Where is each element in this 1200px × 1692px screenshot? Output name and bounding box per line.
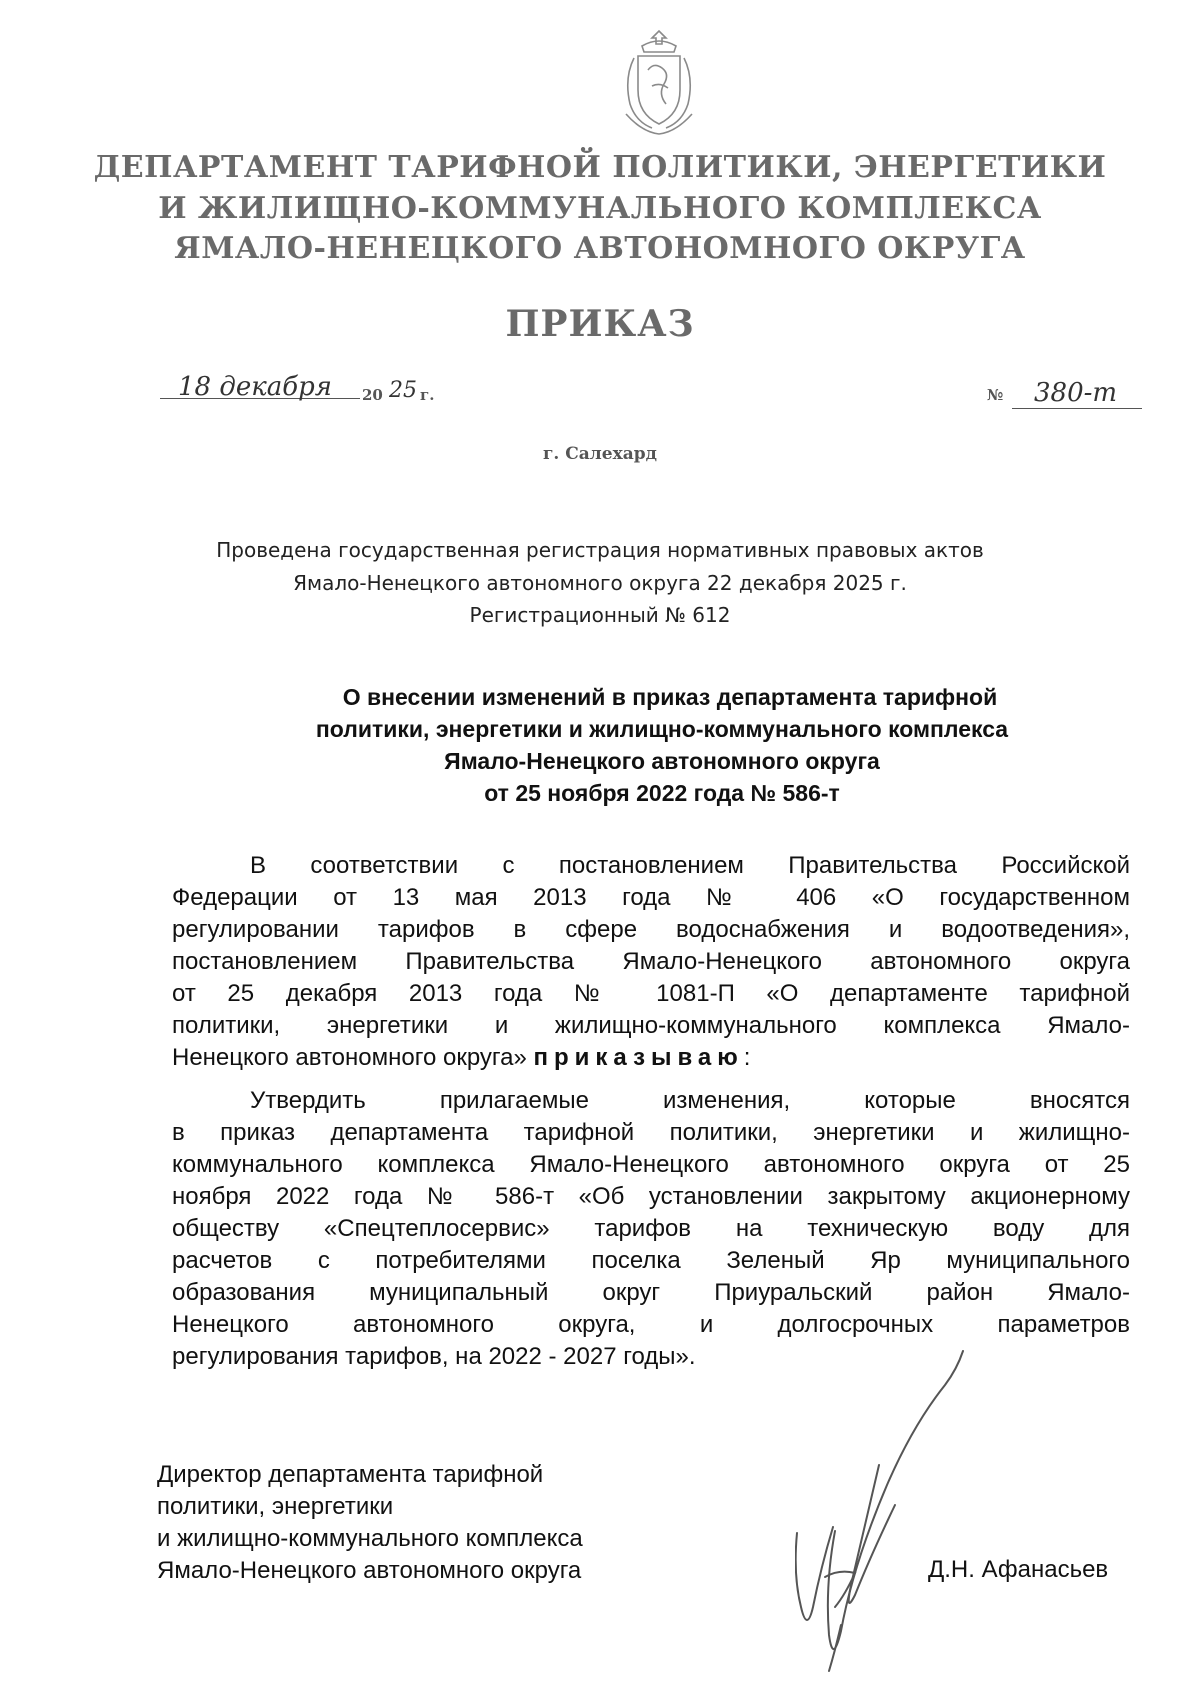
registration-line-3: Регистрационный № 612 xyxy=(469,603,731,627)
department-name-line-2: И ЖИЛИЩНО-КОММУНАЛЬНОГО КОМПЛЕКСА xyxy=(158,191,1042,226)
year-prefix: 20 xyxy=(362,386,383,404)
operative-line: Утвердить прилагаемые изменения, которые вносятся xyxy=(250,1087,1130,1114)
department-name-line-1: ДЕПАРТАМЕНТ ТАРИФНОЙ ПОЛИТИКИ, ЭНЕРГЕТИКИ xyxy=(93,150,1107,185)
document-type-title: ПРИКАЗ xyxy=(505,303,695,345)
order-title-line-2: политики, энергетики и жилищно-коммунального комплекса xyxy=(315,716,1009,742)
signatory-name: Д.Н. Афанасьев xyxy=(928,1556,1109,1583)
preamble-paragraph xyxy=(172,850,1130,1074)
operative-last-line: регулирования тарифов, на 2022 - 2027 годы». xyxy=(172,1343,696,1370)
operative-line: Ненецкого автономного округа, и долгосрочных параметров xyxy=(172,1311,1130,1338)
registration-line-2: Ямало-Ненецкого автономного округа 22 декабря 2025 г. xyxy=(293,571,907,595)
operative-line: в приказ департамента тарифной политики, энергетики и жилищно- xyxy=(172,1119,1130,1146)
preamble-line-text: Ненецкого автономного округа» xyxy=(172,1044,534,1071)
year-suffix: г. xyxy=(420,386,435,404)
operative-line: обществу «Спецтеплосервис» тарифов на техническую воду для xyxy=(172,1215,1130,1242)
order-title-line-1: О внесении изменений в приказ департамента тарифной xyxy=(342,684,998,710)
preamble-line: постановлением Правительства Ямало-Ненецкого автономного округа xyxy=(172,948,1130,975)
signatory-position-line: Ямало-Ненецкого автономного округа xyxy=(157,1557,582,1584)
operative-paragraph xyxy=(172,1085,1130,1373)
order-title-line-3: Ямало-Ненецкого автономного округа xyxy=(444,748,880,774)
handwritten-number: 380-т xyxy=(1034,378,1118,408)
handwritten-date: 18 декабря xyxy=(178,372,332,402)
signatory-position-line: и жилищно-коммунального комплекса xyxy=(157,1525,583,1552)
preamble-line: политики, энергетики и жилищно-коммунального комплекса Ямало- xyxy=(172,1012,1130,1039)
preamble-colon: : xyxy=(743,1044,751,1071)
handwritten-year: 25 xyxy=(389,378,417,403)
registration-line-1: Проведена государственная регистрация нормативных правовых актов xyxy=(216,538,984,562)
city-label: г. Салехард xyxy=(543,444,657,464)
signatory-position-line: политики, энергетики xyxy=(157,1493,394,1520)
number-underline xyxy=(1012,408,1142,409)
order-title-line-4: от 25 ноября 2022 года № 586-т xyxy=(484,780,840,806)
number-sign: № xyxy=(987,386,1004,404)
preamble-line: регулировании тарифов в сфере водоснабжения и водоотведения», xyxy=(172,916,1130,943)
coat-of-arms-emblem xyxy=(612,28,706,138)
preamble-line: от 25 декабря 2013 года № 1081-П «О департаменте тарифной xyxy=(172,980,1130,1007)
preamble-last-line xyxy=(172,1042,1130,1074)
operative-line: образования муниципальный округ Приуральский район Ямало- xyxy=(172,1279,1130,1306)
preamble-line: Федерации от 13 мая 2013 года № 406 «О государственном xyxy=(172,884,1130,911)
handwritten-signature xyxy=(795,1345,975,1675)
operative-line: расчетов с потребителями поселка Зеленый Яр муниципального xyxy=(172,1247,1130,1274)
operative-line: коммунального комплекса Ямало-Ненецкого автономного округа от 25 xyxy=(172,1151,1130,1178)
order-keyword: приказываю xyxy=(533,1044,744,1071)
signatory-position xyxy=(157,1459,583,1587)
signatory-position-line: Директор департамента тарифной xyxy=(157,1461,544,1488)
preamble-line: В соответствии с постановлением Правительства Российской xyxy=(250,852,1130,879)
operative-line: ноября 2022 года № 586-т «Об установлении закрытому акционерному xyxy=(172,1183,1130,1210)
department-name-line-3: ЯМАЛО-НЕНЕЦКОГО АВТОНОМНОГО ОКРУГА xyxy=(174,231,1026,266)
